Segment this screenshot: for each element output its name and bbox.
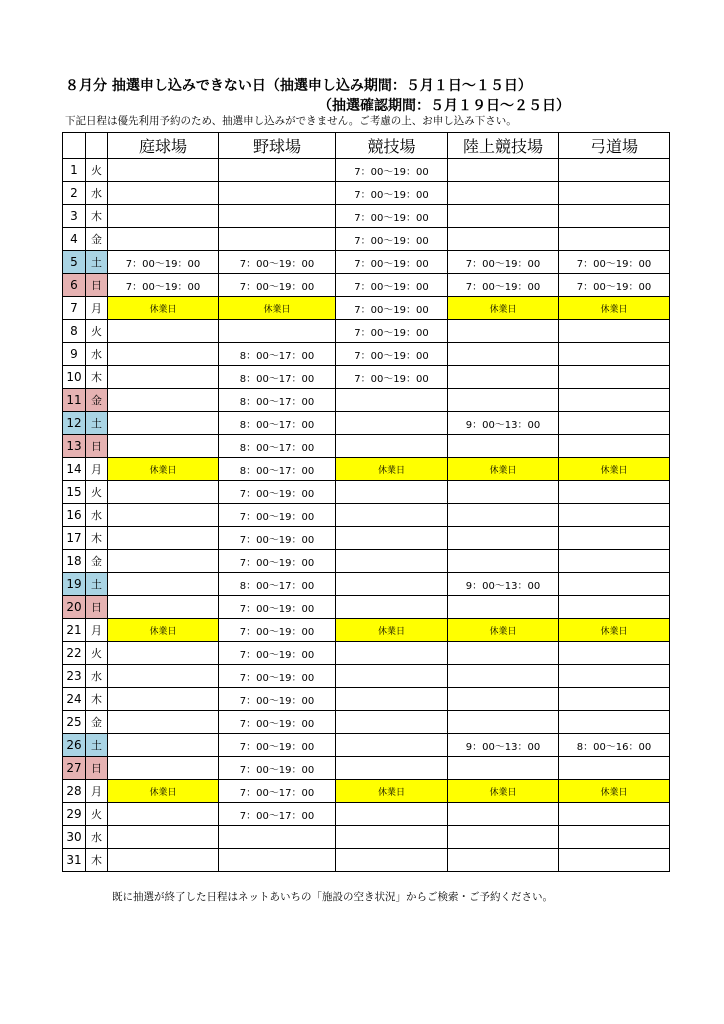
weekday: 火: [86, 159, 108, 182]
cell-baseball: 7：00～19：00: [219, 688, 336, 711]
cell-stadium: 7：00～19：00: [336, 297, 448, 320]
cell-athletics: [448, 596, 559, 619]
table-row: [63, 481, 670, 504]
weekday: 月: [86, 780, 108, 803]
cell-tennis: [108, 504, 219, 527]
weekday: 水: [86, 504, 108, 527]
cell-archery: [559, 826, 670, 849]
column-header-stadium: 競技場: [336, 133, 448, 159]
cell-stadium: [336, 642, 448, 665]
table-row: [63, 205, 670, 228]
cell-tennis: [108, 182, 219, 205]
cell-stadium: 休業日: [336, 458, 448, 481]
cell-tennis: 7：00～19：00: [108, 274, 219, 297]
cell-tennis: [108, 435, 219, 458]
table-row: [63, 596, 670, 619]
cell-archery: 休業日: [559, 619, 670, 642]
schedule-table: [62, 132, 670, 872]
cell-baseball: 7：00～19：00: [219, 274, 336, 297]
day-number: 24: [63, 688, 86, 711]
cell-athletics: 9：00～13：00: [448, 412, 559, 435]
day-number: 27: [63, 757, 86, 780]
cell-stadium: [336, 849, 448, 872]
cell-baseball: 8：00～17：00: [219, 458, 336, 481]
cell-tennis: [108, 320, 219, 343]
cell-tennis: [108, 757, 219, 780]
table-row: [63, 389, 670, 412]
day-number: 1: [63, 159, 86, 182]
day-number: 15: [63, 481, 86, 504]
weekday: 土: [86, 412, 108, 435]
cell-archery: [559, 343, 670, 366]
cell-athletics: 休業日: [448, 297, 559, 320]
day-number: 30: [63, 826, 86, 849]
cell-stadium: [336, 435, 448, 458]
cell-archery: 休業日: [559, 458, 670, 481]
cell-baseball: [219, 849, 336, 872]
table-row: [63, 665, 670, 688]
cell-stadium: 7：00～19：00: [336, 182, 448, 205]
cell-athletics: [448, 320, 559, 343]
cell-athletics: [448, 757, 559, 780]
cell-tennis: 休業日: [108, 458, 219, 481]
cell-tennis: 7：00～19：00: [108, 251, 219, 274]
cell-archery: [559, 366, 670, 389]
weekday: 木: [86, 366, 108, 389]
table-row: [63, 159, 670, 182]
day-number: 8: [63, 320, 86, 343]
table-row: [63, 182, 670, 205]
cell-athletics: [448, 550, 559, 573]
table-row: [63, 228, 670, 251]
weekday: 木: [86, 849, 108, 872]
cell-stadium: 7：00～19：00: [336, 366, 448, 389]
cell-tennis: [108, 803, 219, 826]
cell-stadium: [336, 734, 448, 757]
day-number: 29: [63, 803, 86, 826]
cell-baseball: 7：00～19：00: [219, 711, 336, 734]
header-row: [63, 133, 670, 159]
cell-baseball: 8：00～17：00: [219, 343, 336, 366]
day-number: 9: [63, 343, 86, 366]
day-number: 12: [63, 412, 86, 435]
table-row: [63, 757, 670, 780]
day-number: 14: [63, 458, 86, 481]
cell-stadium: 休業日: [336, 619, 448, 642]
table-row: [63, 619, 670, 642]
cell-baseball: [219, 320, 336, 343]
cell-stadium: [336, 527, 448, 550]
table-row: [63, 849, 670, 872]
weekday: 金: [86, 228, 108, 251]
table-row: [63, 320, 670, 343]
column-header-athletics: 陸上競技場: [448, 133, 559, 159]
weekday: 木: [86, 527, 108, 550]
day-number: 16: [63, 504, 86, 527]
table-row: [63, 366, 670, 389]
cell-tennis: [108, 711, 219, 734]
cell-tennis: 休業日: [108, 780, 219, 803]
cell-archery: 休業日: [559, 297, 670, 320]
weekday: 土: [86, 573, 108, 596]
cell-athletics: [448, 504, 559, 527]
cell-tennis: [108, 826, 219, 849]
cell-baseball: 7：00～19：00: [219, 665, 336, 688]
day-number: 22: [63, 642, 86, 665]
day-number: 7: [63, 297, 86, 320]
cell-archery: [559, 504, 670, 527]
day-number: 25: [63, 711, 86, 734]
cell-baseball: 7：00～19：00: [219, 251, 336, 274]
column-header-tennis: 庭球場: [108, 133, 219, 159]
cell-baseball: [219, 159, 336, 182]
cell-athletics: [448, 642, 559, 665]
cell-archery: 8：00～16：00: [559, 734, 670, 757]
cell-stadium: [336, 481, 448, 504]
cell-stadium: [336, 412, 448, 435]
weekday: 火: [86, 803, 108, 826]
cell-archery: [559, 642, 670, 665]
cell-tennis: [108, 596, 219, 619]
cell-tennis: [108, 688, 219, 711]
cell-stadium: 7：00～19：00: [336, 205, 448, 228]
cell-tennis: [108, 481, 219, 504]
cell-archery: [559, 481, 670, 504]
cell-baseball: 7：00～19：00: [219, 596, 336, 619]
cell-athletics: 7：00～19：00: [448, 251, 559, 274]
cell-athletics: [448, 182, 559, 205]
weekday: 水: [86, 665, 108, 688]
cell-baseball: 8：00～17：00: [219, 573, 336, 596]
day-number: 21: [63, 619, 86, 642]
cell-tennis: [108, 665, 219, 688]
cell-athletics: [448, 481, 559, 504]
weekday: 日: [86, 596, 108, 619]
cell-athletics: [448, 803, 559, 826]
weekday: 金: [86, 389, 108, 412]
table-row: [63, 297, 670, 320]
cell-stadium: [336, 665, 448, 688]
cell-baseball: [219, 826, 336, 849]
cell-baseball: 8：00～17：00: [219, 389, 336, 412]
cell-baseball: 7：00～19：00: [219, 504, 336, 527]
cell-tennis: [108, 343, 219, 366]
cell-baseball: 7：00～19：00: [219, 642, 336, 665]
schedule-body: [63, 159, 670, 872]
cell-archery: [559, 228, 670, 251]
cell-baseball: 7：00～19：00: [219, 757, 336, 780]
day-number: 19: [63, 573, 86, 596]
day-number: 2: [63, 182, 86, 205]
cell-archery: [559, 596, 670, 619]
day-number: 6: [63, 274, 86, 297]
cell-archery: [559, 711, 670, 734]
cell-tennis: [108, 550, 219, 573]
day-number: 23: [63, 665, 86, 688]
day-header: [63, 133, 86, 159]
cell-archery: 7：00～19：00: [559, 251, 670, 274]
cell-stadium: [336, 550, 448, 573]
cell-tennis: [108, 412, 219, 435]
cell-tennis: [108, 389, 219, 412]
day-number: 5: [63, 251, 86, 274]
table-row: [63, 780, 670, 803]
cell-stadium: [336, 688, 448, 711]
weekday: 土: [86, 251, 108, 274]
cell-baseball: 7：00～17：00: [219, 803, 336, 826]
day-number: 20: [63, 596, 86, 619]
cell-stadium: [336, 803, 448, 826]
cell-archery: [559, 389, 670, 412]
cell-baseball: 7：00～19：00: [219, 527, 336, 550]
cell-stadium: [336, 573, 448, 596]
cell-athletics: [448, 665, 559, 688]
weekday: 月: [86, 458, 108, 481]
weekday: 日: [86, 435, 108, 458]
footer-note: 既に抽選が終了した日程はネットあいちの「施設の空き状況」からご検索・ご予約ください。: [112, 891, 553, 903]
cell-baseball: [219, 228, 336, 251]
day-number: 28: [63, 780, 86, 803]
cell-stadium: 7：00～19：00: [336, 251, 448, 274]
cell-athletics: [448, 389, 559, 412]
cell-baseball: 8：00～17：00: [219, 412, 336, 435]
table-row: [63, 711, 670, 734]
page-title: ８月分 抽選申し込みできない日（抽選申し込み期間：５月１日～１５日）: [65, 78, 532, 94]
cell-archery: [559, 527, 670, 550]
table-row: [63, 274, 670, 297]
cell-athletics: [448, 228, 559, 251]
table-row: [63, 550, 670, 573]
cell-baseball: 7：00～19：00: [219, 481, 336, 504]
cell-athletics: 休業日: [448, 780, 559, 803]
weekday: 木: [86, 205, 108, 228]
weekday: 火: [86, 481, 108, 504]
cell-tennis: [108, 366, 219, 389]
cell-stadium: 7：00～19：00: [336, 159, 448, 182]
cell-baseball: 7：00～19：00: [219, 619, 336, 642]
table-row: [63, 573, 670, 596]
confirmation-period: （抽選確認期間：５月１９日～２５日）: [318, 98, 570, 114]
cell-athletics: 9：00～13：00: [448, 573, 559, 596]
cell-athletics: [448, 849, 559, 872]
day-number: 10: [63, 366, 86, 389]
weekday-header: [86, 133, 108, 159]
day-number: 17: [63, 527, 86, 550]
cell-archery: [559, 205, 670, 228]
cell-stadium: [336, 757, 448, 780]
day-number: 11: [63, 389, 86, 412]
cell-archery: [559, 435, 670, 458]
table-row: [63, 642, 670, 665]
table-row: [63, 343, 670, 366]
weekday: 土: [86, 734, 108, 757]
cell-archery: [559, 573, 670, 596]
cell-baseball: [219, 182, 336, 205]
cell-baseball: 7：00～19：00: [219, 734, 336, 757]
day-number: 31: [63, 849, 86, 872]
cell-archery: [559, 320, 670, 343]
table-row: [63, 412, 670, 435]
weekday: 水: [86, 343, 108, 366]
cell-stadium: 休業日: [336, 780, 448, 803]
day-number: 26: [63, 734, 86, 757]
cell-athletics: [448, 205, 559, 228]
cell-baseball: 8：00～17：00: [219, 435, 336, 458]
cell-stadium: [336, 826, 448, 849]
cell-athletics: 休業日: [448, 458, 559, 481]
cell-stadium: [336, 596, 448, 619]
cell-tennis: [108, 228, 219, 251]
cell-tennis: [108, 527, 219, 550]
cell-athletics: [448, 688, 559, 711]
day-number: 18: [63, 550, 86, 573]
table-row: [63, 826, 670, 849]
weekday: 金: [86, 550, 108, 573]
weekday: 水: [86, 826, 108, 849]
cell-baseball: 7：00～19：00: [219, 550, 336, 573]
table-row: [63, 803, 670, 826]
cell-stadium: 7：00～19：00: [336, 343, 448, 366]
table-row: [63, 251, 670, 274]
cell-athletics: [448, 159, 559, 182]
cell-athletics: 7：00～19：00: [448, 274, 559, 297]
weekday: 火: [86, 320, 108, 343]
cell-archery: [559, 665, 670, 688]
cell-tennis: [108, 205, 219, 228]
cell-archery: 7：00～19：00: [559, 274, 670, 297]
cell-athletics: [448, 435, 559, 458]
cell-athletics: [448, 826, 559, 849]
cell-archery: [559, 849, 670, 872]
cell-archery: [559, 803, 670, 826]
cell-tennis: [108, 642, 219, 665]
cell-stadium: 7：00～19：00: [336, 320, 448, 343]
weekday: 日: [86, 757, 108, 780]
table-row: [63, 504, 670, 527]
cell-tennis: [108, 734, 219, 757]
table-row: [63, 688, 670, 711]
cell-archery: [559, 688, 670, 711]
cell-tennis: [108, 573, 219, 596]
weekday: 金: [86, 711, 108, 734]
weekday: 月: [86, 619, 108, 642]
column-header-baseball: 野球場: [219, 133, 336, 159]
cell-archery: [559, 412, 670, 435]
cell-tennis: 休業日: [108, 297, 219, 320]
cell-stadium: [336, 504, 448, 527]
cell-athletics: 休業日: [448, 619, 559, 642]
table-row: [63, 734, 670, 757]
cell-athletics: [448, 527, 559, 550]
day-number: 13: [63, 435, 86, 458]
cell-archery: [559, 550, 670, 573]
cell-athletics: [448, 343, 559, 366]
day-number: 3: [63, 205, 86, 228]
cell-archery: [559, 159, 670, 182]
cell-stadium: 7：00～19：00: [336, 228, 448, 251]
notice-text: 下記日程は優先利用予約のため、抽選申し込みができません。ご考慮の上、お申し込み下さい。: [65, 115, 517, 127]
cell-archery: [559, 757, 670, 780]
cell-archery: 休業日: [559, 780, 670, 803]
cell-archery: [559, 182, 670, 205]
cell-tennis: [108, 849, 219, 872]
cell-baseball: 8：00～17：00: [219, 366, 336, 389]
cell-stadium: 7：00～19：00: [336, 274, 448, 297]
cell-baseball: 休業日: [219, 297, 336, 320]
weekday: 水: [86, 182, 108, 205]
weekday: 火: [86, 642, 108, 665]
weekday: 日: [86, 274, 108, 297]
cell-athletics: [448, 711, 559, 734]
weekday: 月: [86, 297, 108, 320]
cell-athletics: 9：00～13：00: [448, 734, 559, 757]
cell-baseball: 7：00～17：00: [219, 780, 336, 803]
table-row: [63, 458, 670, 481]
table-row: [63, 527, 670, 550]
day-number: 4: [63, 228, 86, 251]
cell-tennis: 休業日: [108, 619, 219, 642]
cell-stadium: [336, 389, 448, 412]
cell-baseball: [219, 205, 336, 228]
column-header-archery: 弓道場: [559, 133, 670, 159]
weekday: 木: [86, 688, 108, 711]
cell-tennis: [108, 159, 219, 182]
table-row: [63, 435, 670, 458]
cell-stadium: [336, 711, 448, 734]
cell-athletics: [448, 366, 559, 389]
